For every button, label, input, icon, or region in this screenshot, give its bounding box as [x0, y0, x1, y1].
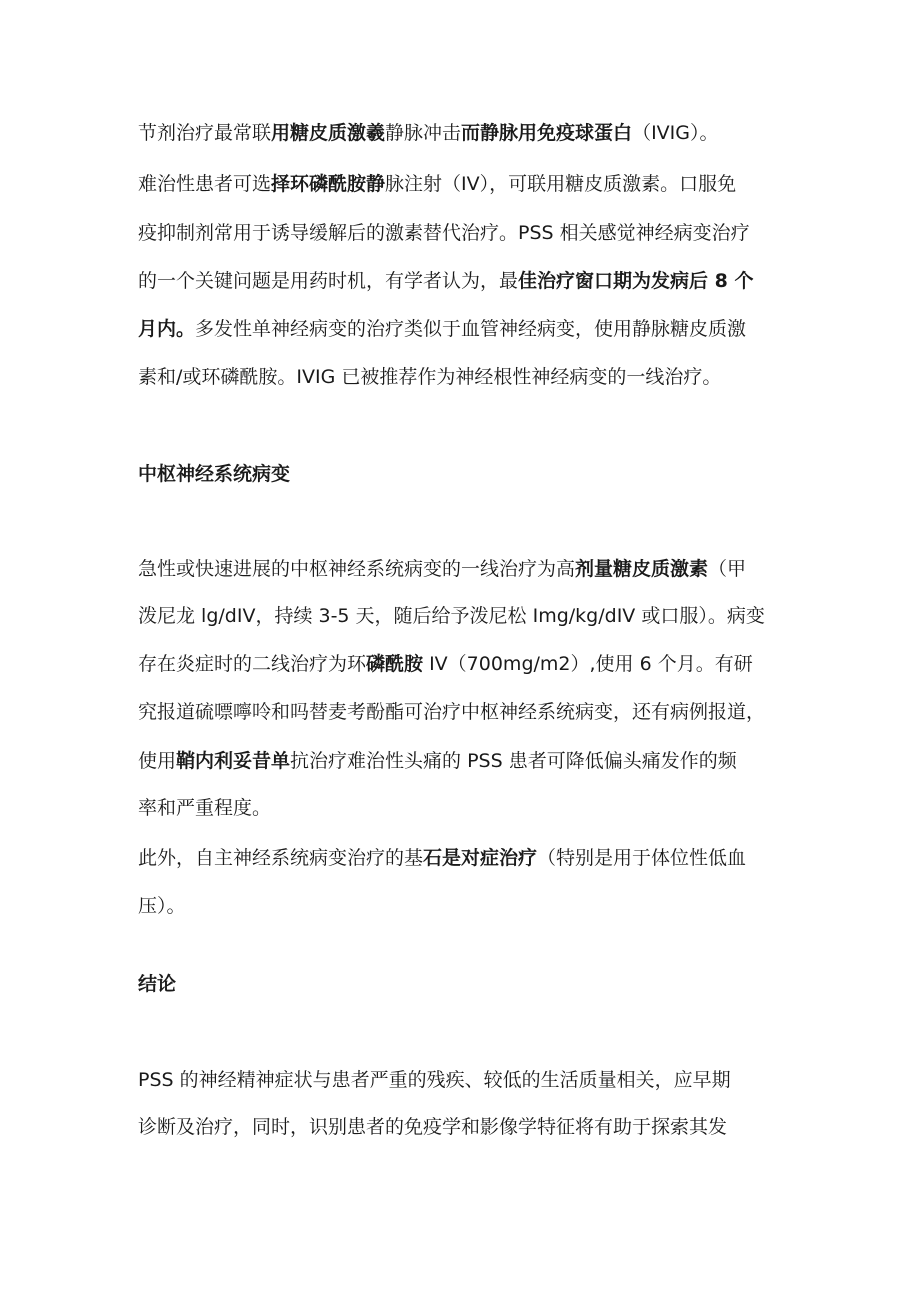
text-line: [138, 1114, 788, 1140]
text-run: （特别是用于体位性低血: [537, 847, 747, 869]
text-line: [138, 845, 788, 871]
text-run: 脉注射（IV），可联用糖皮质激素。口服免: [385, 173, 737, 195]
text-run: （IVIG）。: [632, 122, 719, 144]
bold-text-run: 而静脉用免疫球蛋白: [461, 122, 633, 144]
text-run: IV（700mg/m2）,使用 6 个月。有研: [423, 653, 753, 675]
text-run: 素和/或环磷酰胺。IVIG 已被推荐作为神经根性神经病变的一线治疗。: [138, 366, 722, 388]
bold-text-run: 磷酰胺: [366, 653, 424, 675]
text-run: 多发性单神经病变的治疗类似于血管神经病变，使用静脉糖皮质激: [195, 318, 747, 340]
text-run: 使用: [138, 750, 177, 772]
text-line: [138, 556, 788, 582]
text-line: [138, 795, 788, 821]
text-line: [138, 748, 788, 774]
text-line: [138, 268, 788, 294]
text-line: [138, 699, 788, 725]
bold-text-run: 择环磷酰胺静: [271, 173, 386, 195]
text-line: [138, 316, 788, 342]
text-line: [138, 893, 788, 919]
text-run: 静脉冲击: [385, 122, 462, 144]
text-run: 率和严重程度。: [138, 797, 272, 819]
text-run: PSS 的神经精神症状与患者严重的残疾、较低的生活质量相关，应早期: [138, 1069, 731, 1091]
section-heading-conclusion: 结论: [138, 973, 177, 995]
text-run: 急性或快速进展的中枢神经系统病变的一线治疗为高: [138, 558, 576, 580]
text-run: 难治性患者可选: [138, 173, 272, 195]
text-line: [138, 1067, 788, 1093]
text-run: 节剂治疗最常联: [138, 122, 272, 144]
text-line: [138, 220, 788, 246]
text-run: 泼尼龙 lg/dIV，持续 3-5 天，随后给予泼尼松 Img/kg/dIV 或口服）。病变: [138, 605, 765, 627]
bold-text-run: 月内。: [138, 318, 196, 340]
bold-text-run: 用糖皮质激羲: [271, 122, 386, 144]
text-run: 究报道硫嘌嚀呤和吗替麦考酚酯可治疗中枢神经系统病变，还有病例报道，: [138, 701, 766, 723]
text-run: 压）。: [138, 895, 186, 917]
text-line: [138, 364, 788, 390]
text-line: [138, 120, 788, 146]
text-line: [138, 603, 788, 629]
text-run: 诊断及治疗，同时，识别患者的免疫学和影像学特征将有助于探索其发: [138, 1116, 728, 1138]
text-line: [138, 651, 788, 677]
text-run: 的一个关键问题是用药时机，有学者认为，最: [138, 270, 519, 292]
text-run: （甲: [708, 558, 747, 580]
bold-text-run: 佳治疗窗口期为发病后 8 个: [518, 270, 754, 292]
text-run: 此外，自主神经系统病变治疗的基: [138, 847, 424, 869]
text-run: 存在炎症时的二线治疗为环: [138, 653, 367, 675]
bold-text-run: 剂量糖皮质激素: [575, 558, 709, 580]
bold-text-run: 鞘内利妥昔单: [176, 750, 291, 772]
text-run: 抗治疗难治性头痛的 PSS 患者可降低偏头痛发作的频: [290, 750, 737, 772]
text-line: [138, 171, 788, 197]
text-run: 疫抑制剂常用于诱导缓解后的激素替代治疗。PSS 相关感觉神经病变治疗: [138, 222, 750, 244]
bold-text-run: 石是对症治疗: [423, 847, 538, 869]
section-heading-cns: 中枢神经系统病变: [138, 463, 291, 485]
